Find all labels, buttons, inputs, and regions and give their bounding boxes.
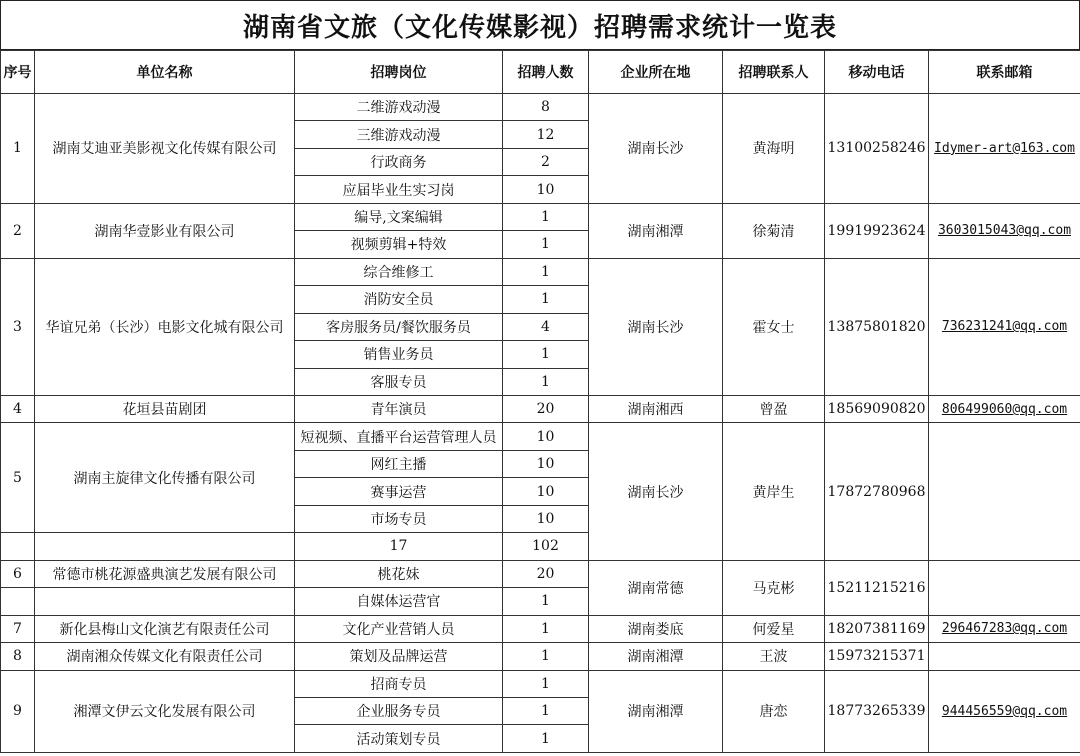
position-title: 自媒体运营官 (295, 588, 503, 615)
company-location: 湖南常德 (589, 560, 723, 615)
position-count: 10 (503, 478, 589, 505)
table-row (1, 258, 1080, 285)
row-index: 9 (1, 670, 35, 752)
contact-phone: 18773265339 (825, 670, 929, 752)
contact-email-empty (929, 423, 1080, 560)
contact-phone: 15211215216 (825, 560, 929, 615)
position-count: 1 (503, 368, 589, 395)
row-index: 7 (1, 615, 35, 642)
contact-email-link[interactable]: 296467283@qq.com (929, 615, 1080, 642)
row-index: 2 (1, 203, 35, 258)
contact-email-link[interactable]: 944456559@qq.com (929, 670, 1080, 752)
company-name: 湖南湘众传媒文化有限责任公司 (35, 643, 295, 670)
contact-phone: 19919923624 (825, 203, 929, 258)
position-title: 二维游戏动漫 (295, 94, 503, 121)
position-count: 20 (503, 395, 589, 422)
company-name: 花垣县苗剧团 (35, 395, 295, 422)
contact-person: 何爱星 (723, 615, 825, 642)
company-location: 湖南湘潭 (589, 643, 723, 670)
position-title: 文化产业营销人员 (295, 615, 503, 642)
table-row (1, 560, 1080, 587)
contact-email-link[interactable]: 806499060@qq.com (929, 395, 1080, 422)
contact-phone: 13100258246 (825, 94, 929, 204)
contact-phone: 18207381169 (825, 615, 929, 642)
header-phone: 移动电话 (825, 51, 929, 94)
contact-email-empty (929, 560, 1080, 615)
position-title: 客房服务员/餐饮服务员 (295, 313, 503, 340)
contact-email-link[interactable]: 736231241@qq.com (929, 258, 1080, 395)
contact-person: 徐菊清 (723, 203, 825, 258)
company-name: 湖南艾迪亚美影视文化传媒有限公司 (35, 94, 295, 204)
company-location: 湖南娄底 (589, 615, 723, 642)
subtotal-count: 102 (503, 533, 589, 560)
position-title: 招商专员 (295, 670, 503, 697)
contact-phone: 15973215371 (825, 643, 929, 670)
position-count: 1 (503, 286, 589, 313)
position-title: 视频剪辑+特效 (295, 231, 503, 258)
subtotal-positions: 17 (295, 533, 503, 560)
position-title: 客服专员 (295, 368, 503, 395)
position-title: 赛事运营 (295, 478, 503, 505)
subtotal-index (1, 533, 35, 560)
company-name: 新化县梅山文化演艺有限责任公司 (35, 615, 295, 642)
company-location: 湖南长沙 (589, 258, 723, 395)
position-count: 1 (503, 588, 589, 615)
contact-person: 曾盈 (723, 395, 825, 422)
company-location: 湖南湘潭 (589, 203, 723, 258)
company-name: 华谊兄弟（长沙）电影文化城有限公司 (35, 258, 295, 395)
company-location: 湖南长沙 (589, 423, 723, 560)
position-title: 策划及品牌运营 (295, 643, 503, 670)
header-contact: 招聘联系人 (723, 51, 825, 94)
table-row (1, 643, 1080, 670)
header-count: 招聘人数 (503, 51, 589, 94)
company-location: 湖南湘潭 (589, 670, 723, 752)
header-location: 企业所在地 (589, 51, 723, 94)
subtotal-company (35, 533, 295, 560)
position-count: 1 (503, 697, 589, 724)
position-count: 10 (503, 176, 589, 203)
position-title: 编导,文案编辑 (295, 203, 503, 230)
row-index: 3 (1, 258, 35, 395)
table-row (1, 615, 1080, 642)
position-title: 综合维修工 (295, 258, 503, 285)
position-title: 短视频、直播平台运营管理人员 (295, 423, 503, 450)
position-count: 1 (503, 341, 589, 368)
contact-email-link[interactable]: Idymer-art@163.com (929, 94, 1080, 204)
table-row (1, 395, 1080, 422)
recruitment-table (0, 50, 1080, 753)
position-count: 1 (503, 231, 589, 258)
position-count: 1 (503, 258, 589, 285)
position-count: 1 (503, 725, 589, 752)
position-title: 桃花妹 (295, 560, 503, 587)
contact-person: 马克彬 (723, 560, 825, 615)
contact-email-empty (929, 643, 1080, 670)
header-email: 联系邮箱 (929, 51, 1080, 94)
position-count: 1 (503, 643, 589, 670)
position-title: 活动策划专员 (295, 725, 503, 752)
position-count: 2 (503, 148, 589, 175)
contact-person: 唐恋 (723, 670, 825, 752)
position-title: 网红主播 (295, 450, 503, 477)
position-count: 10 (503, 505, 589, 532)
contact-phone: 13875801820 (825, 258, 929, 395)
company-name-empty (35, 588, 295, 615)
contact-person: 黄海明 (723, 94, 825, 204)
position-title: 市场专员 (295, 505, 503, 532)
row-index: 1 (1, 94, 35, 204)
row-index: 6 (1, 560, 35, 587)
position-title: 企业服务专员 (295, 697, 503, 724)
contact-email-link[interactable]: 3603015043@qq.com (929, 203, 1080, 258)
position-count: 8 (503, 94, 589, 121)
contact-phone: 18569090820 (825, 395, 929, 422)
header-company: 单位名称 (35, 51, 295, 94)
row-index-empty (1, 588, 35, 615)
position-title: 行政商务 (295, 148, 503, 175)
position-title: 应届毕业生实习岗 (295, 176, 503, 203)
table-row (1, 423, 1080, 450)
position-title: 青年演员 (295, 395, 503, 422)
position-count: 1 (503, 615, 589, 642)
company-location: 湖南湘西 (589, 395, 723, 422)
position-count: 10 (503, 423, 589, 450)
contact-phone: 17872780968 (825, 423, 929, 560)
position-title: 消防安全员 (295, 286, 503, 313)
position-count: 1 (503, 670, 589, 697)
header-row (1, 51, 1080, 94)
contact-person: 霍女士 (723, 258, 825, 395)
table-row (1, 203, 1080, 230)
row-index: 4 (1, 395, 35, 422)
position-count: 1 (503, 203, 589, 230)
company-name: 湖南主旋律文化传播有限公司 (35, 423, 295, 533)
position-count: 20 (503, 560, 589, 587)
row-index: 5 (1, 423, 35, 533)
table-row (1, 670, 1080, 697)
company-name: 湖南华壹影业有限公司 (35, 203, 295, 258)
company-name: 湘潭文伊云文化发展有限公司 (35, 670, 295, 752)
table-row (1, 94, 1080, 121)
header-position: 招聘岗位 (295, 51, 503, 94)
position-title: 三维游戏动漫 (295, 121, 503, 148)
position-count: 12 (503, 121, 589, 148)
contact-person: 黄岸生 (723, 423, 825, 560)
position-count: 10 (503, 450, 589, 477)
position-count: 4 (503, 313, 589, 340)
position-title: 销售业务员 (295, 341, 503, 368)
contact-person: 王波 (723, 643, 825, 670)
company-location: 湖南长沙 (589, 94, 723, 204)
page-title: 湖南省文旅（文化传媒影视）招聘需求统计一览表 (0, 0, 1080, 50)
row-index: 8 (1, 643, 35, 670)
header-index: 序号 (1, 51, 35, 94)
company-name: 常德市桃花源盛典演艺发展有限公司 (35, 560, 295, 587)
